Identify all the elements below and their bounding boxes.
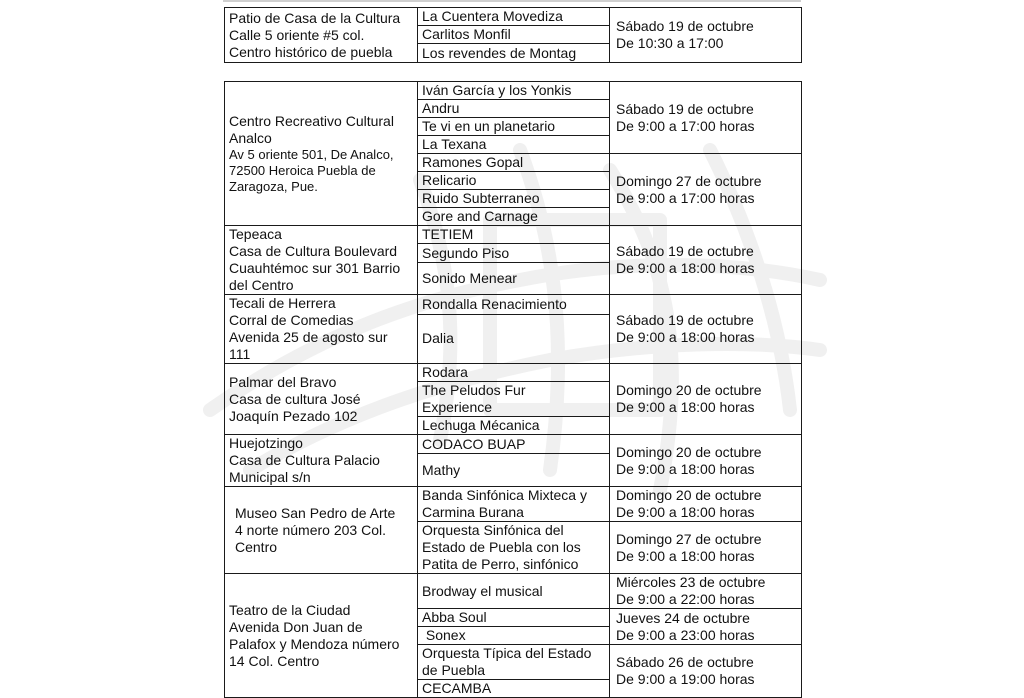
date-cell	[610, 8, 802, 63]
band-line: Patita de Perro, sinfónico	[422, 556, 579, 572]
date-line: Sábado 19 de octubre	[616, 100, 754, 117]
band-line: de Puebla	[422, 662, 486, 678]
time-line: De 9:00 a 18:00 horas	[616, 460, 755, 477]
band-line: Experience	[422, 399, 493, 415]
date-line: Domingo 20 de octubre	[616, 487, 762, 503]
venue-line: 14 Col. Centro	[229, 652, 320, 669]
band-cell: CODACO BUAP	[418, 435, 610, 454]
date-cell	[610, 295, 802, 364]
venue-line: Museo San Pedro de Arte	[235, 504, 396, 521]
venue-line: Calle 5 oriente #5 col.	[229, 26, 365, 43]
time-line: De 9:00 a 18:00 horas	[616, 399, 755, 415]
band-cell: Mathy	[418, 454, 610, 487]
band-cell: Abba Soul	[418, 609, 610, 627]
band-cell: La Cuentera Movediza	[418, 8, 610, 26]
time-line: De 10:30 a 17:00	[616, 35, 724, 51]
date-cell	[610, 82, 802, 154]
band-cell: Sonido Menear	[418, 263, 610, 295]
band-cell: Ramones Gopal	[418, 154, 610, 172]
time-line: De 9:00 a 19:00 horas	[616, 671, 755, 687]
date-cell	[610, 645, 802, 698]
time-line: De 9:00 a 22:00 horas	[616, 591, 755, 607]
band-cell: TETIEM	[418, 226, 610, 244]
venue-line: Cuauhtémoc sur 301 Barrio	[229, 260, 401, 276]
date-line: Sábado 19 de octubre	[616, 18, 754, 34]
venue-line: Casa de Cultura Palacio	[229, 452, 380, 468]
band-cell: Ruido Subterraneo	[418, 190, 610, 208]
venue-cell	[225, 226, 418, 295]
band-cell	[418, 645, 610, 680]
band-cell	[418, 522, 610, 574]
top-rule	[223, 0, 801, 2]
venue-cell	[225, 8, 418, 63]
time-line: De 9:00 a 18:00 horas	[616, 547, 755, 564]
venue-line: Palafox y Mendoza número	[229, 635, 400, 652]
venue-line: Centro Recreativo Cultural	[229, 112, 394, 129]
venue-address: Av 5 oriente 501, De Analco,	[229, 146, 394, 162]
venue-cell	[225, 295, 418, 364]
time-line: De 9:00 a 17:00 horas	[616, 117, 755, 134]
venue-cell	[225, 487, 418, 574]
venue-line: Analco	[229, 129, 272, 146]
band-cell	[418, 382, 610, 417]
venue-cell	[225, 574, 418, 698]
venue-address: Zaragoza, Pue.	[229, 178, 318, 194]
date-line: Domingo 20 de octubre	[616, 443, 762, 460]
band-cell: La Texana	[418, 136, 610, 154]
schedule-table-1	[224, 7, 802, 63]
band-cell: Los revendes de Montag	[418, 44, 610, 63]
schedule-table-2	[224, 81, 802, 698]
band-cell: Te vi en un planetario	[418, 118, 610, 136]
band-cell: Iván García y los Yonkis	[418, 82, 610, 100]
band-cell: Relicario	[418, 172, 610, 190]
venue-address: 72500 Heroica Puebla de	[229, 162, 376, 178]
date-cell	[610, 364, 802, 435]
venue-line: Corral de Comedias	[229, 312, 354, 328]
venue-cell	[225, 435, 418, 487]
venue-line: 4 norte número 203 Col.	[235, 521, 386, 538]
venue-line: Avenida 25 de agosto sur	[229, 329, 388, 345]
venue-cell	[225, 364, 418, 435]
date-line: Domingo 20 de octubre	[616, 382, 762, 398]
venue-line: Patio de Casa de la Cultura	[229, 9, 401, 26]
band-cell	[418, 487, 610, 522]
date-cell	[610, 574, 802, 609]
date-line: Domingo 27 de octubre	[616, 172, 762, 189]
band-cell: CECAMBA	[418, 680, 610, 698]
venue-line: Municipal s/n	[229, 469, 311, 485]
date-line: Sábado 26 de octubre	[616, 654, 754, 670]
venue-line: Huejotzingo	[229, 435, 303, 451]
date-line: Sábado 19 de octubre	[616, 243, 754, 259]
band-line: Orquesta Sinfónica del	[422, 522, 564, 538]
date-cell	[610, 487, 802, 522]
band-cell: Andru	[418, 100, 610, 118]
venue-line: Centro histórico de puebla	[229, 43, 393, 60]
band-cell: Brodway el musical	[418, 574, 610, 609]
band-cell: Lechuga Mécanica	[418, 417, 610, 435]
venue-cell	[225, 82, 418, 226]
time-line: De 9:00 a 18:00 horas	[616, 260, 755, 276]
date-line: Sábado 19 de octubre	[616, 312, 754, 328]
time-line: De 9:00 a 18:00 horas	[616, 329, 755, 345]
date-line: Domingo 27 de octubre	[616, 530, 762, 547]
venue-line: Teatro de la Ciudad	[229, 601, 351, 618]
time-line: De 9:00 a 18:00 horas	[616, 504, 755, 520]
date-cell	[610, 609, 802, 645]
time-line: De 9:00 a 23:00 horas	[616, 626, 755, 643]
band-cell: Gore and Carnage	[418, 208, 610, 226]
venue-line: 111	[229, 346, 251, 362]
venue-line: Tepeaca	[229, 226, 282, 242]
band-cell: Dalia	[418, 314, 610, 363]
venue-line: Centro	[235, 538, 278, 555]
band-cell: Rondalla Renacimiento	[418, 295, 610, 315]
date-cell	[610, 435, 802, 487]
venue-line: Joaquín Pezado 102	[229, 407, 358, 424]
band-name: Sonex	[425, 627, 466, 643]
band-line: The Peludos Fur	[422, 382, 526, 398]
band-line: Banda Sinfónica Mixteca y	[422, 487, 587, 503]
band-cell: Rodara	[418, 364, 610, 382]
date-line: Miércoles 23 de octubre	[616, 574, 766, 590]
date-cell	[610, 226, 802, 295]
date-cell	[610, 522, 802, 574]
venue-line: Avenida Don Juan de	[229, 618, 363, 635]
band-line: Estado de Puebla con los	[422, 539, 581, 555]
band-cell: Segundo Piso	[418, 244, 610, 263]
venue-line: Casa de cultura José	[229, 390, 361, 407]
band-line: Carmina Burana	[422, 504, 524, 520]
date-cell	[610, 154, 802, 226]
venue-line: del Centro	[229, 277, 294, 293]
time-line: De 9:00 a 17:00 horas	[616, 189, 755, 206]
venue-line: Casa de Cultura Boulevard	[229, 243, 398, 259]
band-cell	[418, 627, 610, 645]
band-cell: Carlitos Monfil	[418, 26, 610, 44]
venue-line: Palmar del Bravo	[229, 373, 337, 390]
date-line: Jueves 24 de octubre	[616, 609, 750, 626]
venue-line: Tecali de Herrera	[229, 295, 336, 311]
band-line: Orquesta Típica del Estado	[422, 645, 592, 661]
